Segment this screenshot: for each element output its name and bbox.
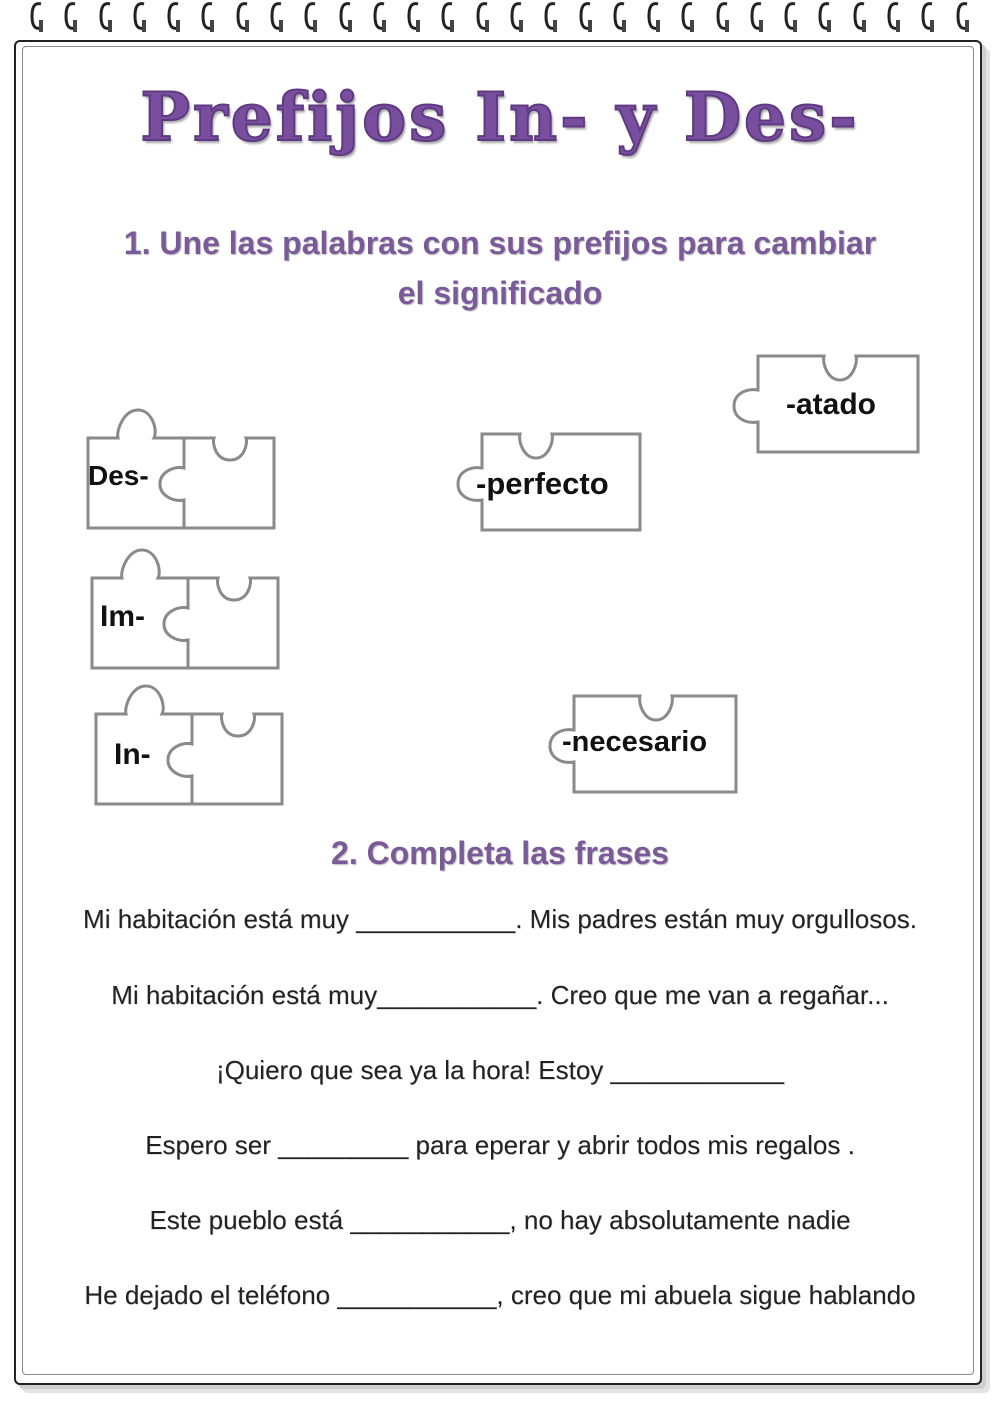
binding-ring-icon <box>407 0 421 30</box>
binding-ring-icon <box>647 0 661 30</box>
binding-ring-icon <box>510 0 524 30</box>
binding-ring-icon <box>441 0 455 30</box>
binding-ring-icon <box>167 0 181 30</box>
word-piece-atado[interactable] <box>732 354 922 456</box>
binding-ring-icon <box>750 0 764 30</box>
prefix-label: In- <box>114 738 151 771</box>
sentence-4[interactable]: Espero ser _________ para eperar y abrir todos mis regalos . <box>145 1130 855 1160</box>
binding-ring-icon <box>681 0 695 30</box>
binding-ring-icon <box>887 0 901 30</box>
binding-ring-icon <box>99 0 113 30</box>
binding-ring-icon <box>64 0 78 30</box>
section1-heading-line2: el significado <box>397 275 603 311</box>
binding-ring-icon <box>133 0 147 30</box>
sentence-1[interactable]: Mi habitación está muy ___________. Mis padres están muy orgullosos. <box>83 904 917 934</box>
binding-ring-icon <box>818 0 832 30</box>
binding-ring-icon <box>339 0 353 30</box>
prefix-piece-in[interactable] <box>94 684 286 808</box>
binding-ring-icon <box>613 0 627 30</box>
binding-ring-icon <box>30 0 44 30</box>
binding-ring-icon <box>716 0 730 30</box>
prefix-piece-des[interactable] <box>86 408 278 532</box>
prefix-piece-im[interactable] <box>90 548 282 672</box>
spiral-binding <box>0 0 1000 40</box>
prefix-label: Im- <box>100 600 145 633</box>
sentence-2[interactable]: Mi habitación está muy___________. Creo que me van a regañar... <box>111 980 889 1010</box>
word-label: -necesario <box>562 726 708 758</box>
prefix-label: Des- <box>88 460 149 491</box>
word-label: -atado <box>786 388 876 421</box>
sentence-6[interactable]: He dejado el teléfono ___________, creo que mi abuela sigue hablando <box>84 1280 916 1310</box>
sentence-5[interactable]: Este pueblo está ___________, no hay absolutamente nadie <box>149 1205 851 1235</box>
binding-ring-icon <box>921 0 935 30</box>
binding-ring-icon <box>544 0 558 30</box>
section2-heading: 2. Completa las frases <box>331 835 669 871</box>
binding-ring-icon <box>304 0 318 30</box>
sentence-3[interactable]: ¡Quiero que sea ya la hora! Estoy ____________ <box>215 1055 785 1085</box>
binding-ring-icon <box>373 0 387 30</box>
word-label: -perfecto <box>476 466 609 501</box>
binding-ring-icon <box>853 0 867 30</box>
binding-ring-icon <box>579 0 593 30</box>
section1-heading-line1: 1. Une las palabras con sus prefijos para cambiar <box>123 225 877 261</box>
word-piece-perfecto[interactable] <box>456 432 646 534</box>
binding-ring-icon <box>201 0 215 30</box>
binding-ring-icon <box>270 0 284 30</box>
binding-ring-icon <box>236 0 250 30</box>
binding-ring-icon <box>956 0 970 30</box>
word-piece-necesario[interactable] <box>548 694 740 796</box>
binding-ring-icon <box>784 0 798 30</box>
binding-ring-icon <box>476 0 490 30</box>
page-title: Prefijos In- y Des- <box>140 78 860 156</box>
